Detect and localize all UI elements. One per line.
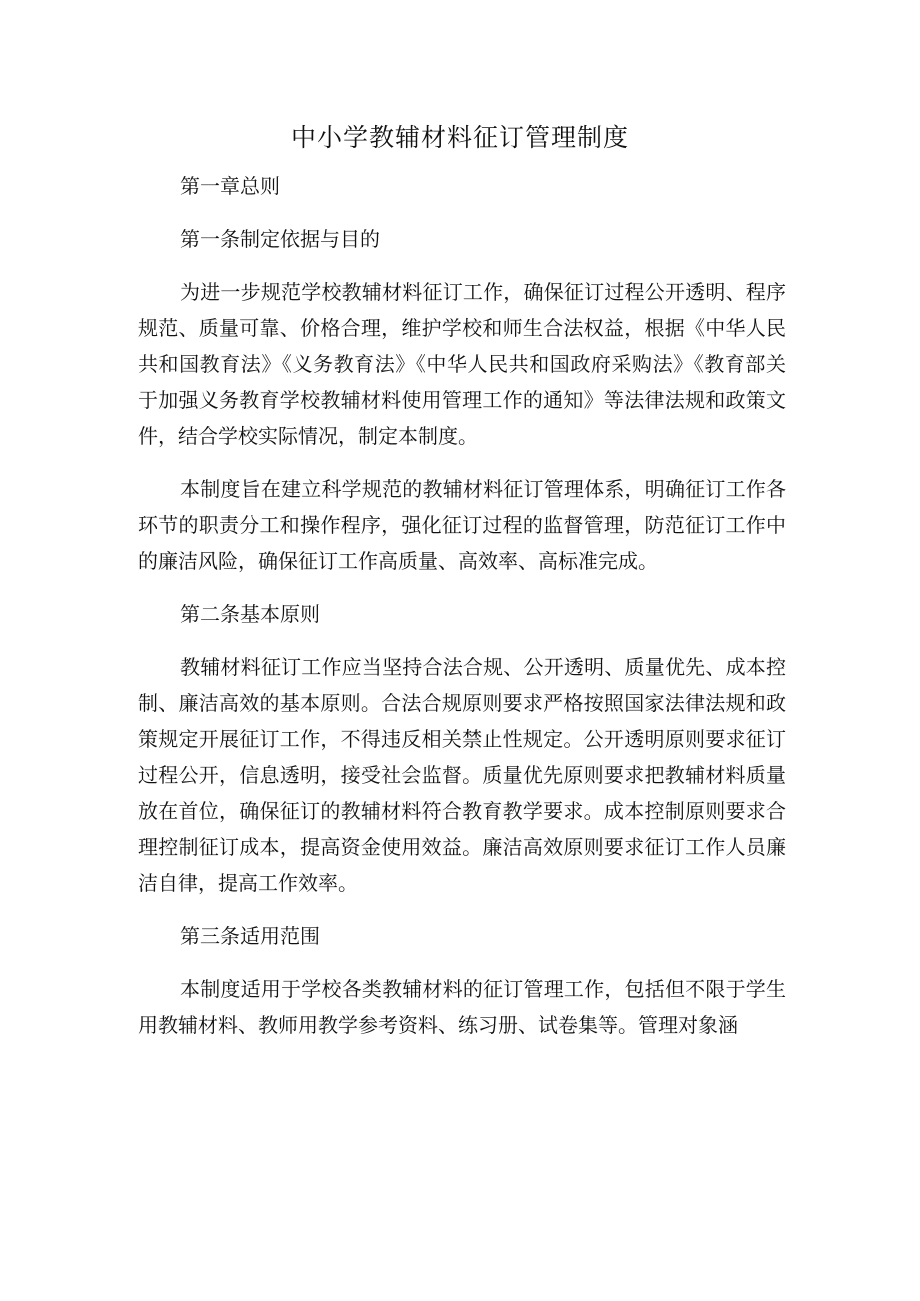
article-1-paragraph-1: 为进一步规范学校教辅材料征订工作，确保征订过程公开透明、程序规范、质量可靠、价格合理，维护学校和师生合法权益，根据《中华人民共和国教育法》《义务教育法》《中华人民共和国政府采购法》《教育部关于加强义务教育学校教辅材料使用管理工作的通知》等法律法规和政策文件，结合学校实际情况，制定本制度。 <box>138 280 786 448</box>
article-2-heading: 第二条基本原则 <box>180 602 320 626</box>
article-2-paragraph-1: 教辅材料征订工作应当坚持合法合规、公开透明、质量优先、成本控制、廉洁高效的基本原则。合法合规原则要求严格按照国家法律法规和政策规定开展征订工作，不得违反相关禁止性规定。公开透明原则要求征订过程公开，信息透明，接受社会监督。质量优先原则要求把教辅材料质量放在首位，确保征订的教辅材料符合教育教学要求。成本控制原则要求合理控制征订成本，提高资金使用效益。廉洁高效原则要求征订工作人员廉洁自律，提高工作效率。 <box>138 655 786 895</box>
chapter-heading: 第一章总则 <box>180 174 280 198</box>
article-3-paragraph-1: 本制度适用于学校各类教辅材料的征订管理工作，包括但不限于学生用教辅材料、教师用教学参考资料、练习册、试卷集等。管理对象涵 <box>138 977 786 1037</box>
document-body <box>138 168 786 1060</box>
article-3-heading: 第三条适用范围 <box>180 924 320 948</box>
article-1-heading: 第一条制定依据与目的 <box>180 227 380 251</box>
document-title: 中小学教辅材料征订管理制度 <box>290 123 629 152</box>
article-1-paragraph-2: 本制度旨在建立科学规范的教辅材料征订管理体系，明确征订工作各环节的职责分工和操作程序，强化征订过程的监督管理，防范征订工作中的廉洁风险，确保征订工作高质量、高效率、高标准完成。 <box>138 477 786 573</box>
